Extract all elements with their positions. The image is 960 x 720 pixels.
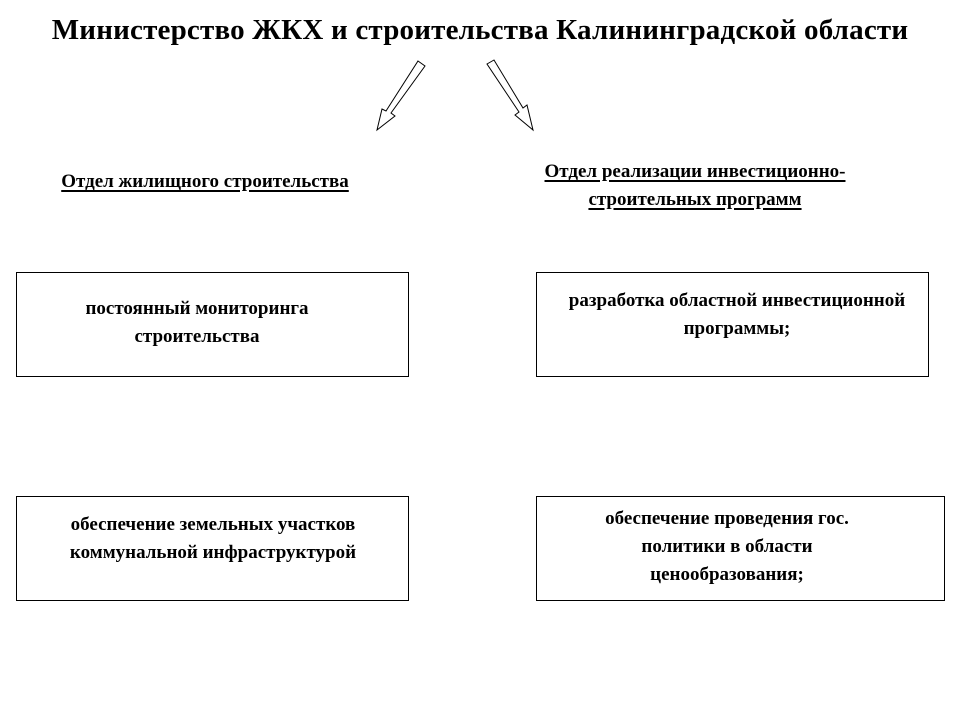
- function-text: разработка областной инвестиционной программы;: [568, 290, 906, 339]
- function-box-monitoring: [16, 272, 409, 377]
- function-text: обеспечение земельных участков коммунальной инфраструктурой: [69, 514, 357, 563]
- function-box-pricing-policy: [536, 496, 945, 601]
- arrow-down-right-icon: [487, 60, 533, 130]
- department-label-line-2: строительных программ: [588, 189, 802, 210]
- function-box-investment-program: [536, 272, 929, 377]
- function-text: обеспечение проведения гос. политики в области ценообразования;: [605, 508, 849, 585]
- diagram-title: Министерство ЖКХ и строительства Калининградской области: [51, 14, 909, 46]
- department-housing-construction: Отдел жилищного строительства: [61, 171, 349, 192]
- department-investment-programs: [480, 158, 910, 214]
- function-text: постоянный мониторинга строительства: [85, 298, 309, 347]
- department-label-line-1: Отдел реализации инвестиционно-: [544, 161, 846, 182]
- arrow-down-left-icon: [377, 61, 425, 130]
- function-box-land-infrastructure: [16, 496, 409, 601]
